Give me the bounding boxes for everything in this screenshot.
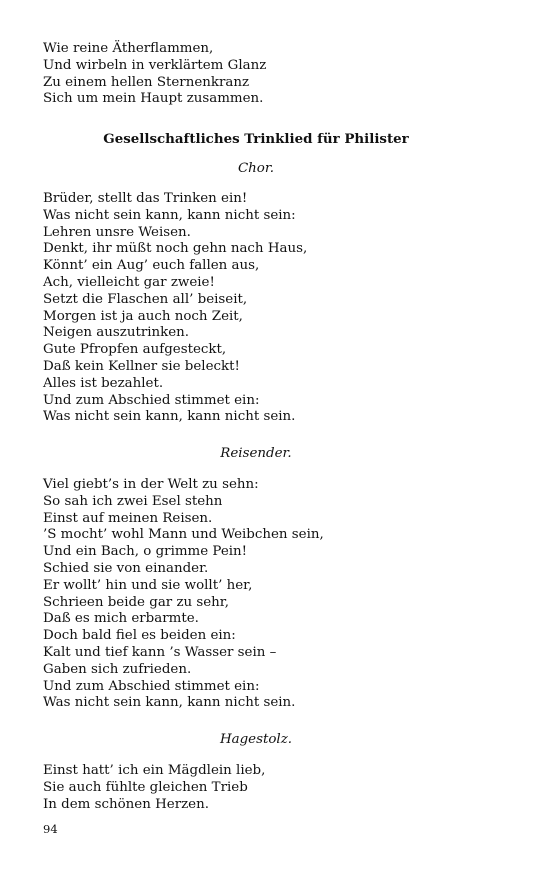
verse-line: Doch bald fiel es beiden ein: [43, 628, 236, 644]
stanza-intro [43, 41, 513, 108]
verse-line: Und wirbeln in verklärtem Glanz [43, 57, 267, 73]
page-number: 94 [43, 822, 58, 836]
verse-line: Alles ist bezahlet. [43, 375, 164, 391]
verse-line: Sich um mein Haupt zusammen. [43, 91, 264, 107]
verse-line: Zu einem hellen Sternenkranz [43, 74, 250, 90]
verse-line: Und ein Bach, o grimme Pein! [43, 544, 248, 560]
verse-line: Kalt und tief kann ’s Wasser sein – [43, 644, 277, 660]
verse-line: Brüder, stellt das Trinken ein! [43, 191, 248, 206]
verse-line: Gute Pfropfen aufgesteckt, [43, 342, 227, 358]
verse-line: Viel giebt’s in der Welt zu sehn: [43, 477, 259, 492]
verse-line: Er wollt’ hin und sie wollt’ her, [43, 577, 253, 593]
verse-line: Neigen auszutrinken. [43, 325, 190, 341]
verse-line: Und zum Abschied stimmet ein: [43, 678, 260, 694]
verse-line: Wie reine Ätherflammen, [43, 41, 214, 56]
verse-line: Einst hatt’ ich ein Mägdlein lieb, [43, 763, 266, 778]
verse-line: Morgen ist ja auch noch Zeit, [43, 308, 243, 324]
verse-line: Daß kein Kellner sie beleckt! [43, 358, 240, 374]
verse-line: In dem schönen Herzen. [43, 796, 209, 812]
stanza-reisender [43, 477, 513, 712]
verse-line: Und zum Abschied stimmet ein: [43, 392, 260, 408]
stanza-hagestolz [43, 763, 513, 813]
speaker-label-reisender: Reisender. [220, 446, 292, 461]
verse-line: Was nicht sein kann, kann nicht sein. [43, 695, 296, 711]
verse-line: Daß es mich erbarmte. [43, 611, 199, 627]
poem-title: Gesellschaftliches Trinklied für Philister [103, 131, 409, 147]
verse-line: Schrieen beide gar zu sehr, [43, 594, 229, 610]
verse-line: Was nicht sein kann, kann nicht sein: [43, 207, 296, 223]
verse-line: Einst auf meinen Reisen. [43, 510, 213, 526]
verse-line: Lehren unsre Weisen. [43, 224, 191, 240]
verse-line: Könnt’ ein Aug’ euch fallen aus, [43, 258, 260, 274]
stanza-chor [43, 191, 513, 426]
verse-line: So sah ich zwei Esel stehn [43, 493, 223, 509]
verse-line: Ach, vielleicht gar zweie! [43, 274, 215, 290]
verse-line: Gaben sich zufrieden. [43, 661, 192, 677]
speaker-label-chor: Chor. [237, 161, 275, 176]
verse-line: ’S mocht’ wohl Mann und Weibchen sein, [43, 527, 324, 543]
verse-line: Denkt, ihr müßt noch gehn nach Haus, [43, 241, 308, 257]
verse-line: Was nicht sein kann, kann nicht sein. [43, 409, 296, 425]
verse-line: Sie auch fühlte gleichen Trieb [43, 779, 248, 795]
verse-line: Setzt die Flaschen all’ beiseit, [43, 291, 248, 307]
verse-line: Schied sie von einander. [43, 560, 209, 576]
speaker-label-hagestolz: Hagestolz. [219, 732, 293, 747]
